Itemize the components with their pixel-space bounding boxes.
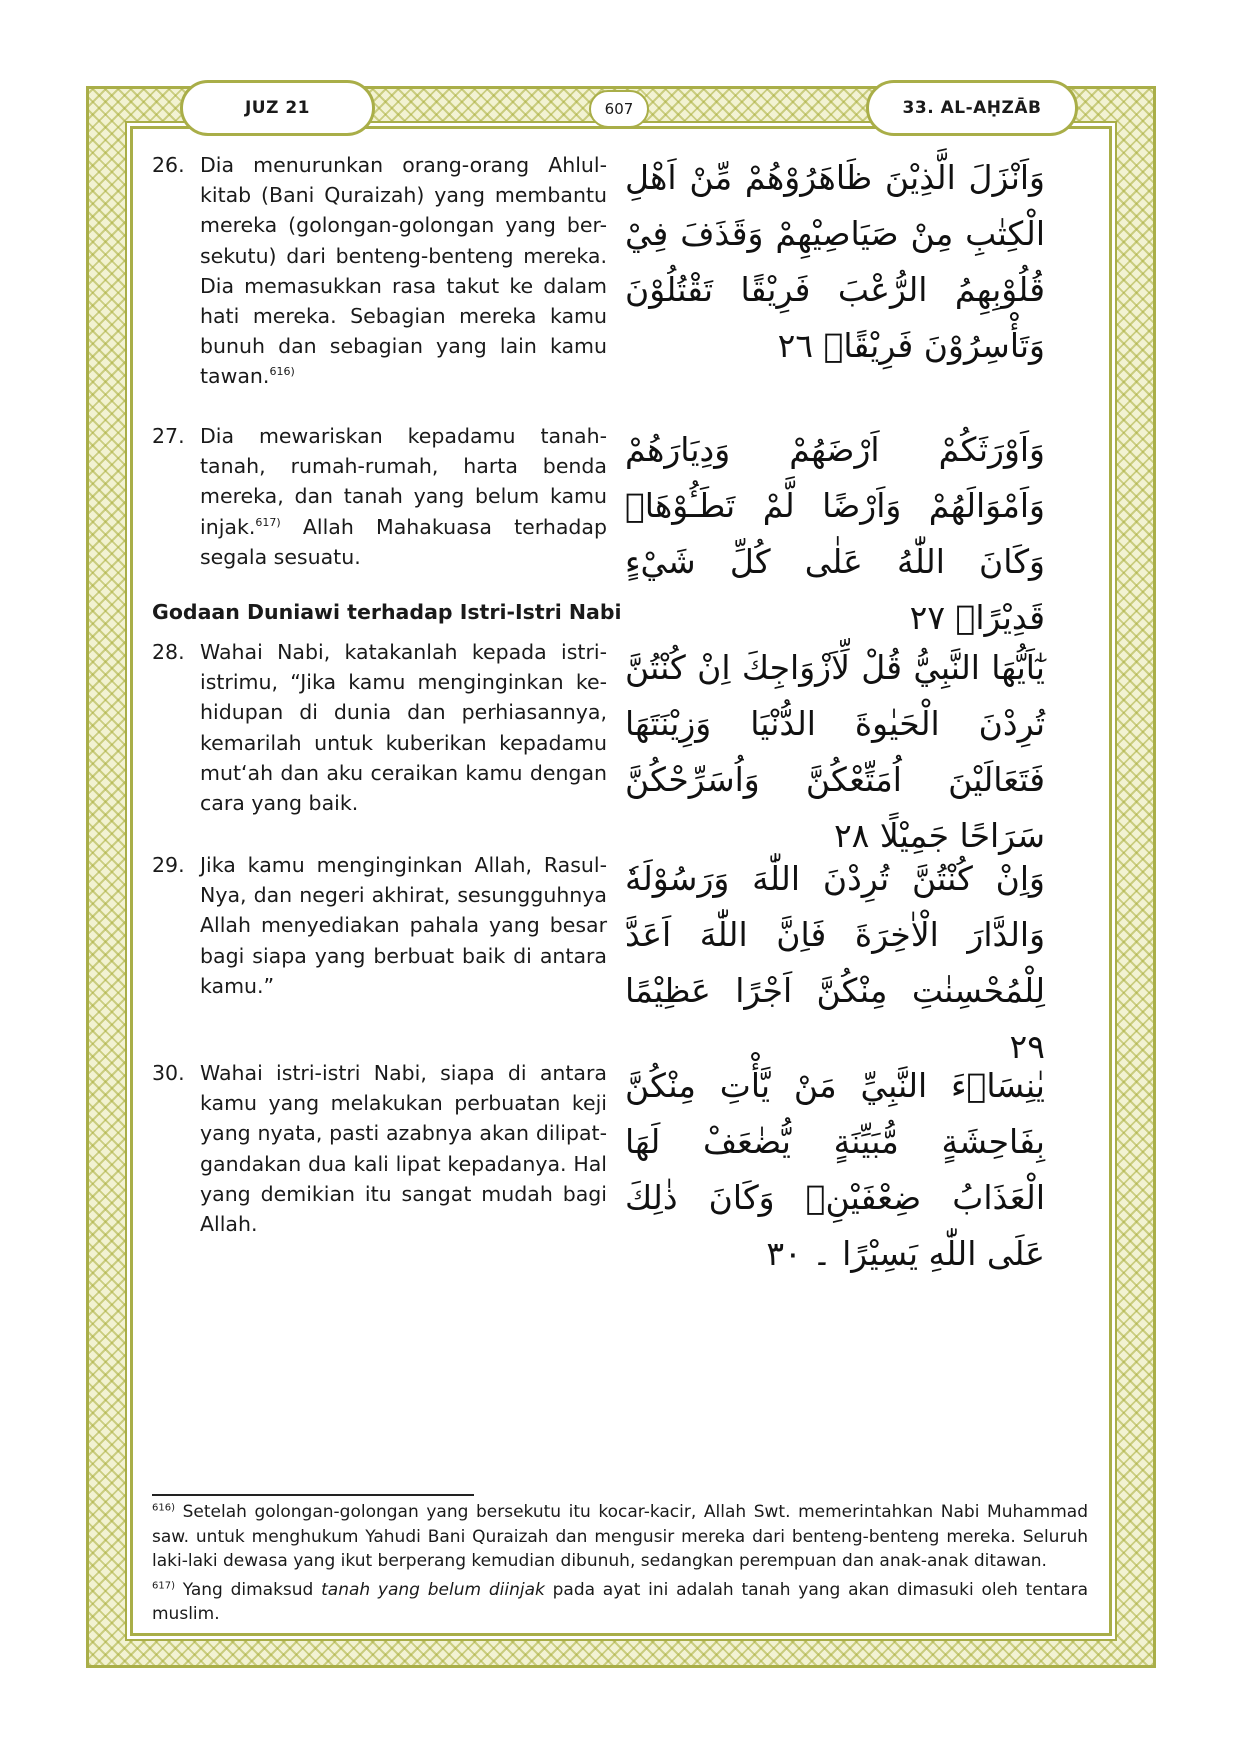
verse-text: Dia menurunkan orang-orang Ahlul-kitab (Bani Quraizah) yang membantu mereka (golongan-golongan yang ber-sekutu) dari benteng-benteng mereka. Dia memasukkan rasa takut ke dalam hati mereka. Sebagian mereka kamu bunuh dan sebagian yang lain kamu tawan.$^{616)}$ — [200, 153, 607, 389]
verse-translation-26 — [152, 150, 607, 392]
verse-text: Wahai Nabi, katakanlah kepada istri-istrimu, “Jika kamu menginginkan ke-hidupan di dunia dan perhiasannya, kemarilah untuk kuberikan kepadamu mut‘ah dan aku ceraikan kamu dengan cara yang baik. — [200, 640, 607, 816]
verse-translation-28 — [152, 637, 607, 818]
verse-text: Dia mewariskan kepadamu tanah-tanah, rumah-rumah, harta benda mereka, dan tanah yang belum kamu injak.$^{617)}$ Allah Mahakuasa terhadap segala sesuatu. — [200, 424, 607, 569]
arabic-verse-26: وَاَنْزَلَ الَّذِيْنَ ظَاهَرُوْهُمْ مِّنْ اَهْلِ الْكِتٰبِ مِنْ صَيَاصِيْهِمْ وَقَذَفَ فِيْ قُلُوْبِهِمُ الرُّعْبَ فَرِيْقًا تَقْتُلُوْنَ وَتَأْسِرُوْنَ فَرِيْقًاۚ ٢٦ — [625, 158, 1045, 365]
verse-translation-27 — [152, 421, 607, 572]
footnote-616: $^{616)}$ Setelah golongan-golongan yang bersekutu itu kocar-kacir, Allah Swt. memerintahkan Nabi Muhammad saw. untuk menghukum Yahudi Bani Quraizah dan mengusir mereka dari benteng-benteng mereka. Seluruh laki-laki dewasa yang ikut berperang kemudian dibunuh, sedangkan perempuan dan anak-anak ditawan. — [152, 1502, 1088, 1571]
page-number: 607 — [589, 90, 649, 128]
footnote-ref: 616) — [269, 365, 295, 379]
verse-translation-29 — [152, 850, 607, 1001]
arabic-verse-29: وَاِنْ كُنْتُنَّ تُرِدْنَ اللّٰهَ وَرَسُوْلَهٗ وَالدَّارَ الْاٰخِرَةَ فَاِنَّ اللّٰهَ اَعَدَّ لِلْمُحْسِنٰتِ مِنْكُنَّ اَجْرًا عَظِيْمًا ٢٩ — [625, 859, 1045, 1066]
footnote-divider — [152, 1494, 474, 1496]
arabic-verse-30: يٰنِسَاۤءَ النَّبِيِّ مَنْ يَّأْتِ مِنْكُنَّ بِفَاحِشَةٍ مُّبَيِّنَةٍ يُّضٰعَفْ لَهَا الْعَذَابُ ضِعْفَيْنِۗ وَكَانَ ذٰلِكَ عَلَى اللّٰهِ يَسِيْرًا ۔ ٣٠ — [625, 1066, 1045, 1273]
verse-number: 29. — [152, 853, 185, 877]
footnote-mark: 617) — [152, 1579, 175, 1591]
juz-label: JUZ 21 — [180, 80, 375, 136]
verse-number: 30. — [152, 1061, 185, 1085]
verse-text: Jika kamu menginginkan Allah, Rasul-Nya, dan negeri akhirat, sesungguhnya Allah menyediakan pahala yang besar bagi siapa yang berbuat baik di antara kamu.” — [200, 853, 607, 998]
verse-number: 26. — [152, 153, 185, 177]
footnote-617: $^{617)}$ Yang dimaksud tanah yang belum diinjak pada ayat ini adalah tanah yang akan dimasuki oleh tentara muslim. — [152, 1579, 1089, 1624]
footnotes — [152, 1500, 1088, 1627]
footnote-mark: 616) — [152, 1502, 175, 1514]
section-heading: Godaan Duniawi terhadap Istri-Istri Nabi — [152, 600, 622, 624]
verse-number: 27. — [152, 424, 185, 448]
arabic-verse-28: يٰٓاَيُّهَا النَّبِيُّ قُلْ لِّاَزْوَاجِكَ اِنْ كُنْتُنَّ تُرِدْنَ الْحَيٰوةَ الدُّنْيَا وَزِيْنَتَهَا فَتَعَالَيْنَ اُمَتِّعْكُنَّ وَاُسَرِّحْكُنَّ سَرَاحًا جَمِيْلًا ٢٨ — [625, 648, 1045, 855]
footnote-ref: 617) — [255, 515, 281, 529]
arabic-verse-27: وَاَوْرَثَكُمْ اَرْضَهُمْ وَدِيَارَهُمْ وَاَمْوَالَهُمْ وَاَرْضًا لَّمْ تَطَـُٔوْهَاۗ وَكَانَ اللّٰهُ عَلٰى كُلِّ شَيْءٍ قَدِيْرًاࣖ ٢٧ — [625, 430, 1045, 637]
verse-number: 28. — [152, 640, 185, 664]
surah-label: 33. AL-AḤZĀB — [866, 80, 1078, 136]
verse-text: Wahai istri-istri Nabi, siapa di antara kamu yang melakukan perbuatan keji yang nyata, pasti azabnya akan dilipat-gandakan dua kali lipat kepadanya. Hal yang demikian itu sangat mudah bagi Allah. — [200, 1061, 607, 1237]
verse-translation-30 — [152, 1058, 607, 1239]
